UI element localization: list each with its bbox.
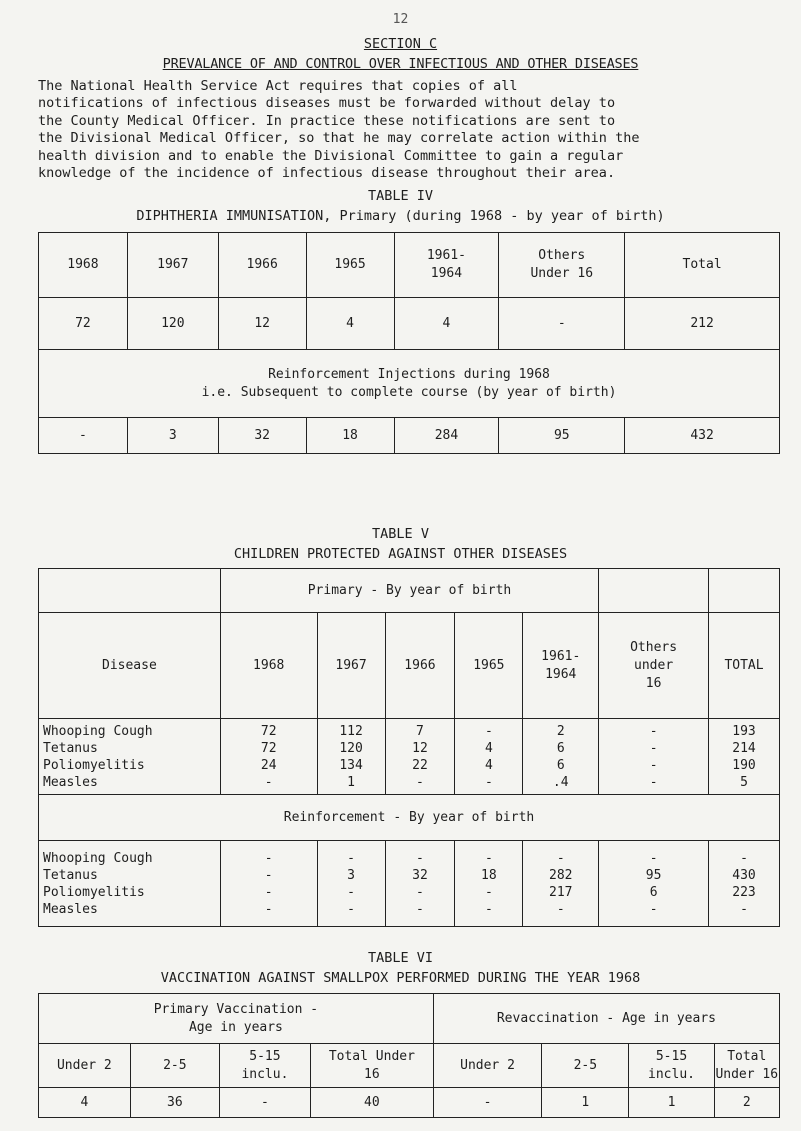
t4-reinf-cell (127, 418, 218, 454)
table-value: 6 (556, 740, 565, 756)
table-value: 4 (484, 757, 493, 773)
t6-value-cell (714, 1088, 779, 1118)
table-value: - (556, 901, 565, 917)
cell-text: 32 (254, 427, 271, 443)
table-value: - (347, 901, 355, 917)
table-value: - (416, 850, 424, 866)
cell-text: - (557, 315, 566, 331)
table-value: - (740, 901, 748, 917)
table-value: - (416, 774, 424, 790)
table-value: 214 (732, 740, 756, 756)
cell-text: 1966 (404, 657, 436, 673)
cell-text: Total Under 16 (328, 1048, 415, 1082)
disease-name: Whooping Cough (43, 723, 153, 739)
table-value: 24 (260, 757, 277, 773)
table4 (38, 232, 780, 454)
table-value: 7 (416, 723, 424, 739)
table-value: - (264, 884, 273, 900)
section-title (0, 36, 801, 52)
t5-reinf-col (385, 841, 455, 927)
cell-text: 1967 (335, 657, 367, 673)
table5-subtitle: CHILDREN PROTECTED AGAINST OTHER DISEASES (233, 546, 568, 562)
t6-value-cell (542, 1088, 629, 1118)
table6-subtitle: VACCINATION AGAINST SMALLPOX PERFORMED DURING THE YEAR 1968 (160, 970, 641, 986)
cell-text: 1968 (253, 657, 285, 673)
table-value: - (484, 850, 493, 866)
cell-text: 2-5 (573, 1057, 598, 1073)
cell-text: 72 (75, 315, 91, 331)
t6-header-cell (219, 1044, 310, 1088)
t4-header-cell (394, 233, 499, 298)
cell-text: Disease (102, 657, 157, 673)
t4-reinf-cell (39, 418, 128, 454)
cell-text: 1 (581, 1094, 590, 1110)
table-value: 18 (481, 867, 497, 883)
table-value: - (484, 884, 493, 900)
cell-text: 2 (742, 1094, 751, 1110)
table6-primary-header: Primary Vaccination - Age in years (39, 994, 434, 1044)
table-value: - (264, 774, 273, 790)
t4-primary-cell (218, 298, 306, 350)
t6-value-cell (310, 1088, 433, 1118)
table5-header-row (39, 613, 780, 719)
disease-name: Tetanus (43, 867, 98, 883)
table6-values-row (39, 1088, 780, 1118)
t6-header-cell (310, 1044, 433, 1088)
table-value: 134 (339, 757, 363, 773)
cell-text: TOTAL (724, 657, 764, 673)
t4-primary-cell (39, 298, 128, 350)
t5-header-cell (39, 613, 221, 719)
t5-reinf-col (455, 841, 523, 927)
t5-header-cell (709, 613, 780, 719)
table5-primary-block (39, 719, 780, 795)
table-value: - (649, 901, 658, 917)
cell-text: 5-15 inclu. (241, 1048, 289, 1082)
cell-text: - (261, 1094, 269, 1110)
t5-reinf-col (709, 841, 780, 927)
table5-reinforcement-header: Reinforcement - By year of birth (39, 795, 780, 841)
table4-subtitle: DIPHTHERIA IMMUNISATION, Primary (during 1968 - by year of birth) (136, 208, 665, 224)
t5-blank-corner (39, 569, 221, 613)
t4-primary-cell (625, 298, 780, 350)
cell-text: 4 (442, 315, 451, 331)
table-value: - (416, 901, 424, 917)
table-value: 32 (412, 867, 428, 883)
t5-primary-col (523, 719, 599, 795)
table-value: - (416, 884, 424, 900)
t4-header-cell (625, 233, 780, 298)
t4-header-cell (218, 233, 306, 298)
cell-text: 1967 (157, 257, 189, 272)
cell-text: 18 (342, 427, 358, 443)
disease-name: Whooping Cough (43, 850, 153, 866)
cell-text: Under 2 (460, 1057, 515, 1073)
cell-text: 3 (168, 427, 177, 443)
table4-reinforcement-row (39, 418, 780, 454)
t5-primary-col (317, 719, 385, 795)
cell-text: - (483, 1094, 492, 1110)
table-value: - (484, 723, 493, 739)
t6-value-cell (433, 1088, 541, 1118)
t6-header-cell (629, 1044, 714, 1088)
t4-reinf-cell (218, 418, 306, 454)
table-value: 6 (649, 884, 658, 900)
t4-reinf-cell (499, 418, 625, 454)
table6 (38, 993, 780, 1118)
table4-title: TABLE IV (367, 188, 434, 204)
t6-header-cell (542, 1044, 629, 1088)
t5-reinf-col (317, 841, 385, 927)
cell-text: 1965 (473, 657, 505, 673)
disease-name: Poliomyelitis (43, 884, 145, 900)
t6-value-cell (629, 1088, 714, 1118)
table-value: 282 (549, 867, 573, 883)
table-value: 120 (339, 740, 363, 756)
t6-header-cell (433, 1044, 541, 1088)
table-value: - (649, 850, 658, 866)
t5-reinf-col (599, 841, 709, 927)
table-value: 6 (556, 757, 565, 773)
table-value: 72 (260, 740, 277, 756)
t4-header-cell (499, 233, 625, 298)
cell-text: Others Under 16 (530, 248, 594, 281)
t5-reinf-col (220, 841, 317, 927)
table5-title: TABLE V (372, 526, 429, 542)
disease-name: Measles (43, 774, 98, 790)
table-value: 223 (732, 884, 756, 900)
t6-value-cell (219, 1088, 310, 1118)
table-value: 12 (412, 740, 428, 756)
cell-text: 4 (80, 1094, 89, 1110)
cell-text: 5-15 inclu. (648, 1048, 695, 1082)
t4-primary-cell (499, 298, 625, 350)
cell-text: Others under 16 (630, 639, 678, 691)
t5-header-cell (385, 613, 455, 719)
table-value: - (649, 774, 658, 790)
page-number: 12 (392, 12, 409, 27)
cell-text: 1966 (246, 257, 278, 272)
table5 (38, 568, 780, 927)
cell-text: 2-5 (163, 1057, 187, 1073)
t4-header-cell (306, 233, 394, 298)
t5-header-cell (317, 613, 385, 719)
table-value: - (347, 850, 355, 866)
table6-header-row (39, 1044, 780, 1088)
t6-value-cell (130, 1088, 219, 1118)
table-value: - (649, 723, 658, 739)
t5-blank-cell (709, 569, 780, 613)
t6-value-cell (39, 1088, 131, 1118)
t5-header-cell (523, 613, 599, 719)
section-title-text: SECTION C (363, 36, 438, 52)
table-value: 5 (740, 774, 748, 790)
t5-primary-col (709, 719, 780, 795)
t5-primary-col (220, 719, 317, 795)
table5-group-header: Primary - By year of birth (220, 569, 598, 613)
t5-reinf-col (39, 841, 221, 927)
table-value: 4 (484, 740, 493, 756)
table-value: 22 (412, 757, 428, 773)
t4-header-cell (39, 233, 128, 298)
table6-title: TABLE VI (367, 950, 434, 966)
table-value: 1 (347, 774, 355, 790)
table-value: - (264, 901, 273, 917)
t4-primary-cell (306, 298, 394, 350)
cell-text: 284 (434, 427, 459, 443)
t6-header-cell (130, 1044, 219, 1088)
cell-text: - (79, 427, 87, 443)
table-value: - (556, 850, 565, 866)
disease-name: Poliomyelitis (43, 757, 145, 773)
t5-blank-cell (599, 569, 709, 613)
t4-reinf-cell (625, 418, 780, 454)
table-value: 193 (732, 723, 756, 739)
table-value: 112 (339, 723, 363, 739)
t4-reinf-cell (306, 418, 394, 454)
table-value: - (264, 867, 273, 883)
t4-primary-cell (394, 298, 499, 350)
t5-header-cell (455, 613, 523, 719)
cell-text: Total Under 16 (715, 1048, 779, 1082)
cell-text: 432 (690, 427, 714, 443)
t5-primary-col (385, 719, 455, 795)
table-value: 217 (549, 884, 573, 900)
table5-reinforcement-block (39, 841, 780, 927)
table-value: - (264, 850, 273, 866)
table-value: 72 (260, 723, 277, 739)
cell-text: 1961- 1964 (426, 248, 466, 281)
cell-text: 40 (364, 1094, 380, 1110)
table-value: - (649, 757, 658, 773)
t6-header-cell (714, 1044, 779, 1088)
table-value: 190 (732, 757, 756, 773)
t6-header-cell (39, 1044, 131, 1088)
cell-text: Total (682, 257, 722, 272)
cell-text: 1965 (334, 257, 366, 272)
cell-text: 1 (667, 1094, 676, 1110)
table-value: - (740, 850, 748, 866)
disease-name: Measles (43, 901, 98, 917)
t5-primary-col (599, 719, 709, 795)
t4-reinf-cell (394, 418, 499, 454)
cell-text: 4 (346, 315, 354, 331)
t4-header-cell (127, 233, 218, 298)
table-value: 430 (732, 867, 756, 883)
cell-text: 1968 (67, 257, 99, 272)
intro-paragraph: The National Health Service Act requires that copies of all notifications of infectious diseases must be forwarded without delay to the County Medical Officer. In practice these notifications are sent to the Divisional Medical Officer, so that he may correlate action within the health division and to enable the Divisional Committee to gain a regular knowledge of the incidence of infectious disease throughout their area. (38, 78, 640, 182)
t4-primary-cell (127, 298, 218, 350)
t5-header-cell (599, 613, 709, 719)
cell-text: 212 (690, 315, 714, 331)
disease-name: Tetanus (43, 740, 98, 756)
t5-reinf-col (523, 841, 599, 927)
table4-header-row (39, 233, 780, 298)
table-value: - (649, 740, 658, 756)
table-value: - (484, 901, 493, 917)
section-heading: PREVALANCE OF AND CONTROL OVER INFECTIOUS AND OTHER DISEASES (162, 56, 639, 72)
t5-primary-col (39, 719, 221, 795)
table6-revacc-header: Revaccination - Age in years (433, 994, 779, 1044)
cell-text: 36 (167, 1094, 183, 1110)
table4-reinforcement-title: Reinforcement Injections during 1968 i.e. Subsequent to complete course (by year of birth) (39, 350, 780, 418)
t5-primary-col (455, 719, 523, 795)
cell-text: Under 2 (56, 1057, 112, 1073)
cell-text: 1961- 1964 (541, 648, 581, 682)
cell-text: 12 (254, 315, 271, 331)
table-value: 3 (347, 867, 355, 883)
table-value: - (484, 774, 493, 790)
cell-text: 95 (553, 427, 570, 443)
table4-primary-row (39, 298, 780, 350)
t5-header-cell (220, 613, 317, 719)
cell-text: 120 (161, 315, 185, 331)
table-value: - (347, 884, 355, 900)
table-value: 2 (556, 723, 565, 739)
table-value: 95 (645, 867, 662, 883)
table-value: .4 (552, 774, 569, 790)
